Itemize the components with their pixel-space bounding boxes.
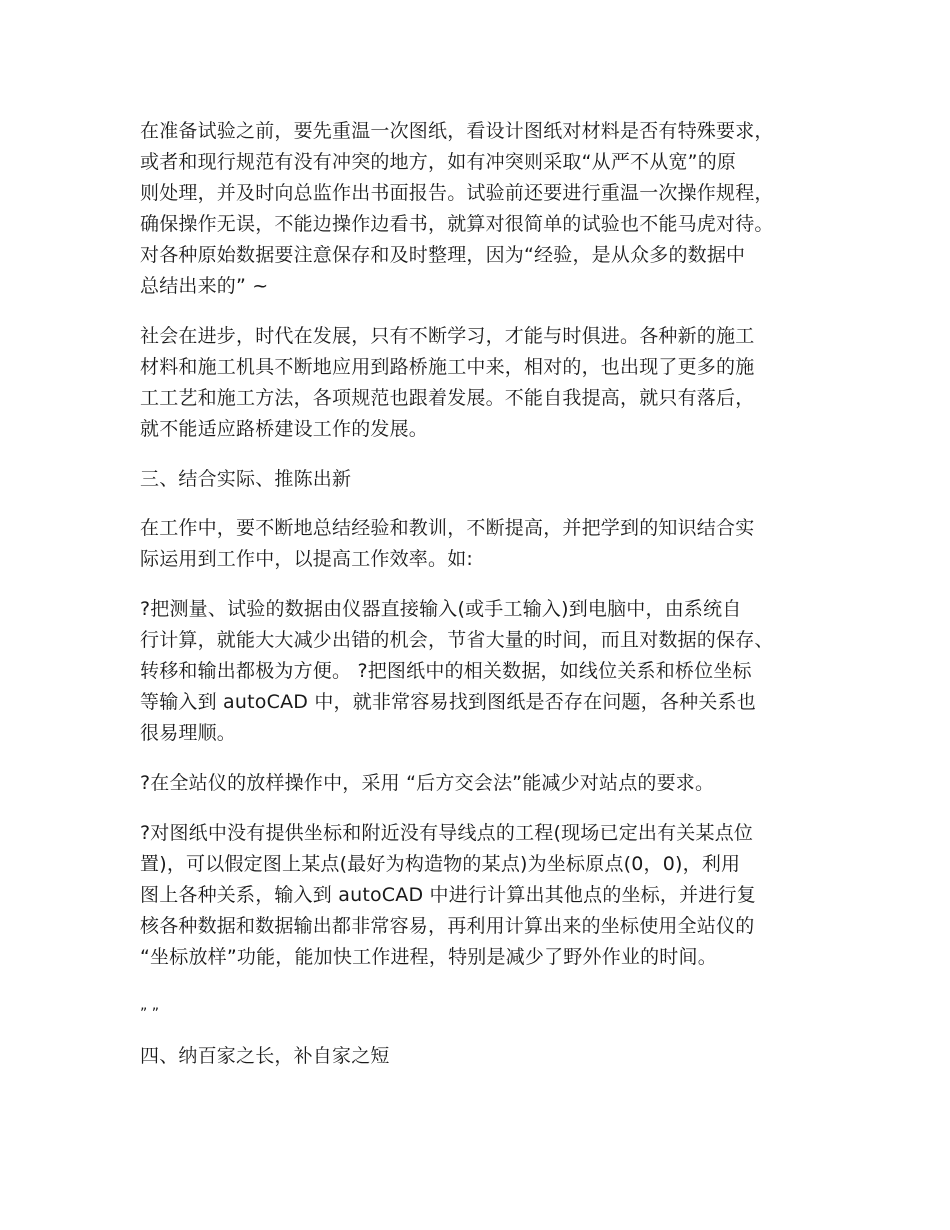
stray-quote-marks: ” ” bbox=[140, 1006, 159, 1022]
paragraph-line: 置)，可以假定图上某点(最好为构造物的某点)为坐标原点(0，0)，利用 bbox=[140, 853, 741, 875]
paragraph-line: ?对图纸中没有提供坐标和附近没有导线点的工程(现场已定出有关某点位 bbox=[140, 822, 754, 844]
paragraph-line: 总结出来的” ~ bbox=[140, 275, 269, 297]
section-heading-4: 四、纳百家之长，补自家之短 bbox=[140, 1045, 390, 1067]
paragraph-line: 确保操作无误，不能边操作边看书，就算对很简单的试验也不能马虎对待。 bbox=[140, 213, 774, 235]
paragraph-line: ?把测量、试验的数据由仪器直接输入(或手工输入)到电脑中，由系统自 bbox=[140, 598, 742, 620]
paragraph-line: 转移和输出都极为方便。 ?把图纸中的相关数据，如线位关系和桥位坐标 bbox=[140, 660, 752, 682]
paragraph-line: 在工作中，要不断地总结经验和教训，不断提高，并把学到的知识结合实 bbox=[140, 517, 755, 539]
paragraph-line: “坐标放样”功能，能加快工作进程，特别是减少了野外作业的时间。 bbox=[140, 946, 717, 968]
paragraph-line: 等输入到 autoCAD 中，就非常容易找到图纸是否存在问题，各种关系也 bbox=[140, 691, 756, 713]
paragraph-line: 则处理，并及时向总监作出书面报告。试验前还要进行重温一次操作规程， bbox=[140, 182, 774, 204]
paragraph-line: 行计算，就能大大减少出错的机会，节省大量的时间，而且对数据的保存、 bbox=[140, 629, 774, 651]
paragraph-line: 核各种数据和数据输出都非常容易，再利用计算出来的坐标使用全站仪的 bbox=[140, 915, 755, 937]
section-heading-3: 三、结合实际、推陈出新 bbox=[140, 468, 352, 490]
paragraph-line: 很易理顺。 bbox=[140, 722, 237, 744]
paragraph-line: ?在全站仪的放样操作中，采用 “后方交会法”能减少对站点的要求。 bbox=[140, 772, 715, 794]
paragraph-line: 社会在进步，时代在发展，只有不断学习，才能与时俱进。各种新的施工 bbox=[140, 325, 755, 347]
paragraph-line: 图上各种关系，输入到 autoCAD 中进行计算出其他点的坐标，并进行复 bbox=[140, 884, 756, 906]
paragraph-line: 材料和施工机具不断地应用到路桥施工中来，相对的，也出现了更多的施 bbox=[140, 356, 755, 378]
paragraph-line: 在准备试验之前，要先重温一次图纸，看设计图纸对材料是否有特殊要求， bbox=[140, 120, 774, 142]
paragraph-line: 际运用到工作中，以提高工作效率。如: bbox=[140, 548, 474, 570]
paragraph-line: 对各种原始数据要注意保存和及时整理，因为“经验，是从众多的数据中 bbox=[140, 244, 746, 266]
paragraph-line: 或者和现行规范有没有冲突的地方，如有冲突则采取“从严不从宽”的原 bbox=[140, 151, 737, 173]
paragraph-line: 就不能适应路桥建设工作的发展。 bbox=[140, 418, 429, 440]
paragraph-line: 工工艺和施工方法，各项规范也跟着发展。不能自我提高，就只有落后， bbox=[140, 387, 755, 409]
